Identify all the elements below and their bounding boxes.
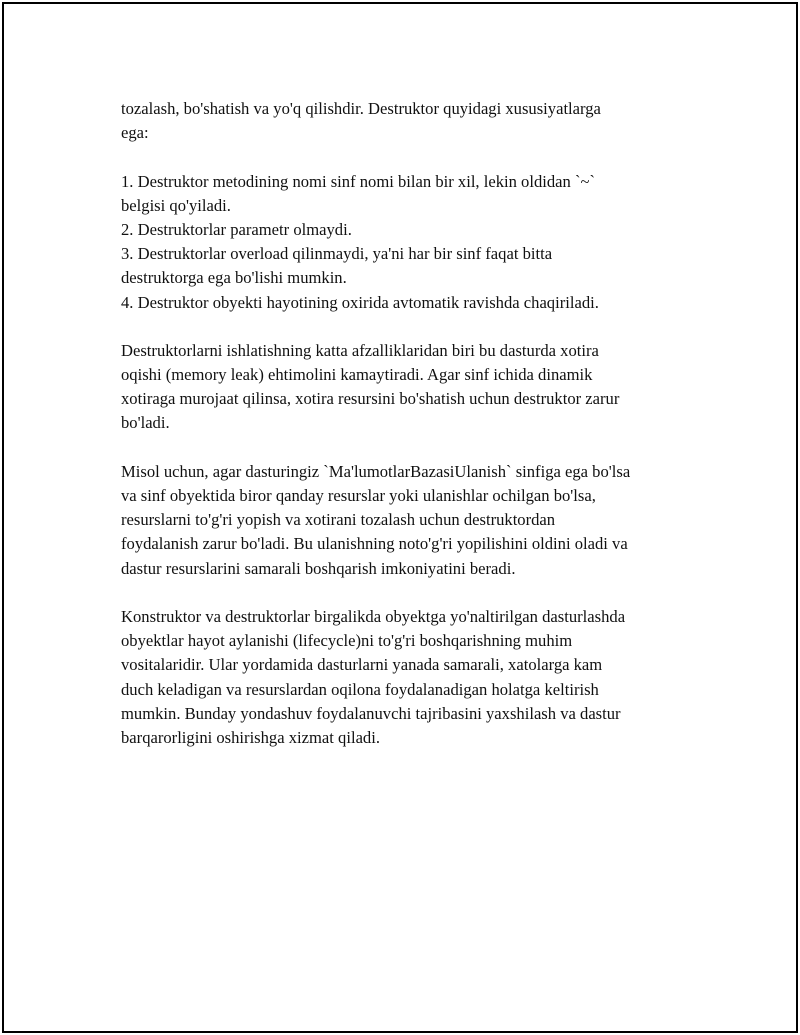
text-line: mumkin. Bunday yondashuv foydalanuvchi tajribasini yaxshilash va dastur	[121, 703, 621, 723]
memory-paragraph	[121, 339, 701, 436]
text-line: foydalanish zarur bo'ladi. Bu ulanishning noto'g'ri yopilishini oldini oladi va	[121, 534, 628, 554]
list-item-3: 3. Destruktorlar overload qilinmaydi, ya'ni har bir sinf faqat bitta	[121, 244, 553, 264]
paragraph-gap	[121, 436, 701, 460]
text-line: tozalash, bo'shatish va yo'q qilishdir. Destruktor quyidagi xususiyatlarga	[121, 99, 601, 118]
list-item-2: 2. Destruktorlar parametr olmaydi.	[121, 219, 352, 239]
paragraph-gap	[121, 145, 701, 169]
example-paragraph	[121, 460, 701, 581]
text-line: xotiraga murojaat qilinsa, xotira resursini bo'shatish uchun destruktor zarur	[121, 389, 620, 409]
text-line: duch keladigan va resurslardan oqilona foydalanadigan holatga keltirish	[121, 679, 599, 699]
list-item-1: 1. Destruktor metodining nomi sinf nomi bilan bir xil, lekin oldidan `~`	[121, 171, 596, 191]
list-item-3-cont: destruktorga ega bo'lishi mumkin.	[121, 268, 347, 288]
text-line: resurslarni to'g'ri yopish va xotirani tozalash uchun destruktordan	[121, 510, 556, 530]
text-line: va sinf obyektida biror qanday resurslar yoki ulanishlar ochilgan bo'lsa,	[121, 486, 596, 505]
paragraph-gap	[121, 581, 701, 605]
text-line: vositalaridir. Ular yordamida dasturlarni yanada samarali, xatolarga kam	[121, 655, 603, 675]
text-line: barqarorligini oshirishga xizmat qiladi.	[121, 727, 380, 747]
text-line: bo'ladi.	[121, 413, 170, 433]
page-frame	[2, 2, 798, 1033]
list-item-1-cont: belgisi qo'yiladi.	[121, 195, 231, 215]
intro-paragraph	[121, 97, 701, 145]
properties-list	[121, 170, 701, 315]
text-line: Destruktorlarni ishlatishning katta afzalliklaridan biri bu dasturda xotira	[121, 340, 599, 360]
text-line: Misol uchun, agar dasturingiz `Ma'lumotlarBazasiUlanish` sinfiga ega bo'lsa	[121, 461, 631, 481]
text-line: Konstruktor va destruktorlar birgalikda obyektga yo'naltirilgan dasturlashda	[121, 606, 626, 626]
list-item-4: 4. Destruktor obyekti hayotining oxirida avtomatik ravishda chaqiriladi.	[121, 292, 599, 312]
text-line: ega:	[121, 123, 149, 143]
text-line: dastur resurslarini samarali boshqarish imkoniyatini beradi.	[121, 558, 516, 578]
text-line: oqishi (memory leak) ehtimolini kamaytiradi. Agar sinf ichida dinamik	[121, 365, 593, 385]
conclusion-paragraph	[121, 605, 701, 750]
paragraph-gap	[121, 315, 701, 339]
text-line: obyektlar hayot aylanishi (lifecycle)ni to'g'ri boshqarishning muhim	[121, 631, 573, 651]
document-body	[121, 97, 701, 750]
